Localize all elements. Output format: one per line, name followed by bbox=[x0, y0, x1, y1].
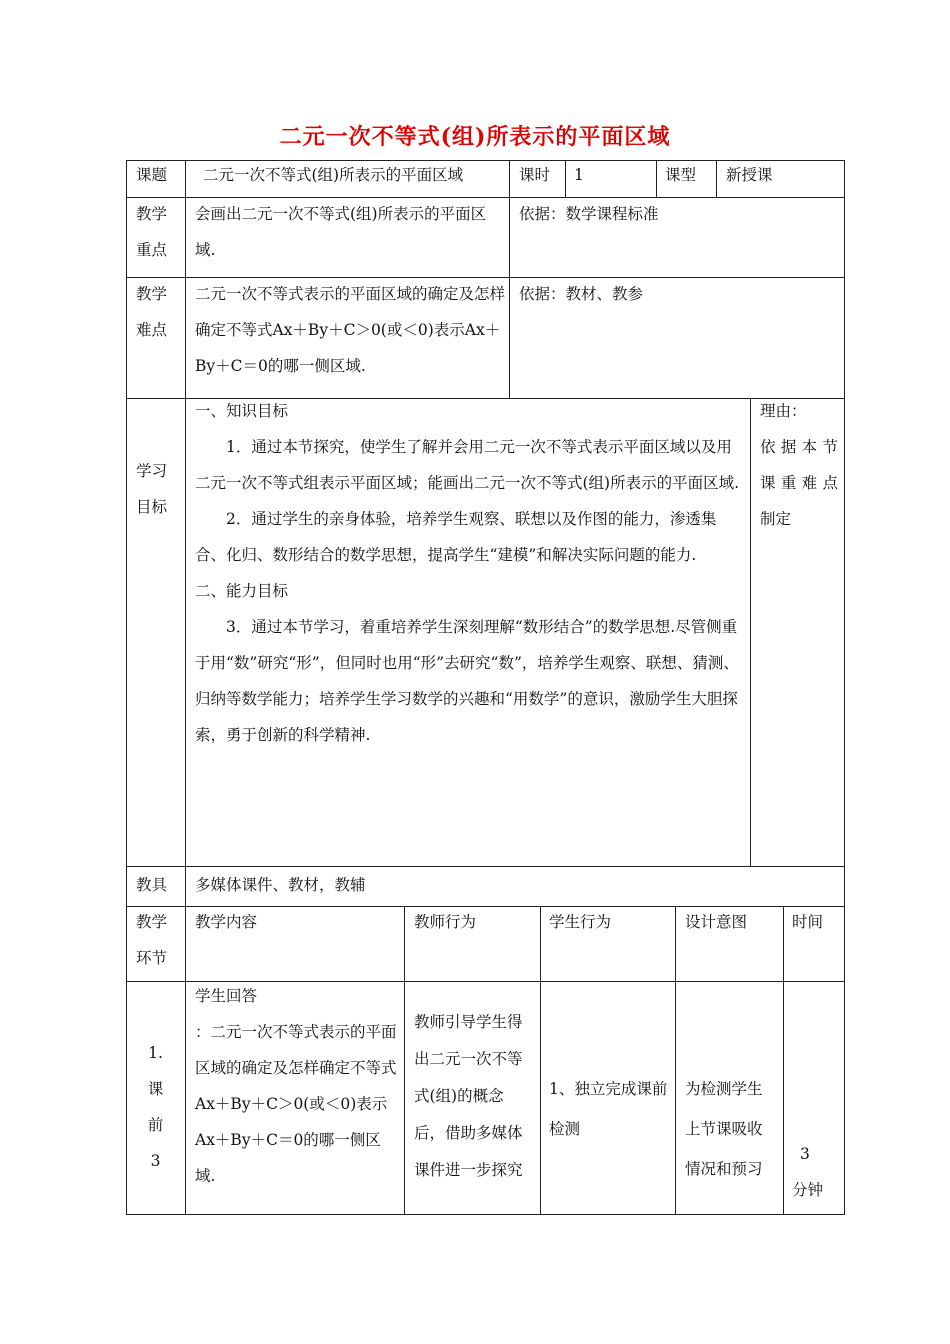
step-line: 3 bbox=[150, 1152, 161, 1170]
step-time bbox=[792, 1136, 842, 1208]
teaching-aids-content: 多媒体课件、教材，教辅 bbox=[195, 876, 366, 894]
step-number bbox=[126, 1035, 185, 1179]
step-content bbox=[195, 978, 400, 1194]
label-line: 目标 bbox=[136, 498, 168, 516]
type-label: 课型 bbox=[665, 166, 697, 184]
reason-line: 理由： bbox=[760, 402, 807, 420]
key-points-content: 会画出二元一次不等式(组)所表示的平面区域. bbox=[195, 205, 487, 259]
col-divider bbox=[675, 906, 676, 1215]
key-points-label bbox=[136, 196, 167, 268]
difficulties-basis: 依据：教材、教参 bbox=[519, 285, 644, 303]
objective-item: 3．通过本节学习，着重培养学生深刻理解“数形结合”的数学思想.尽管侧重于用“数”研究“形”，但同时也用“形”去研究“数”，培养学生观察、联想、猜测、归纳等数学能力；培养学生学习数学的兴趣和“用数学”的意识，激励学生大胆探索，勇于创新的科学精神. bbox=[195, 618, 739, 744]
step-line: 1. bbox=[148, 1044, 163, 1062]
header-intent: 设计意图 bbox=[685, 913, 748, 931]
difficulties-label bbox=[136, 276, 167, 348]
topic-value: 二元一次不等式(组)所表示的平面区域 bbox=[203, 166, 464, 184]
reason-line: 依据本节 bbox=[760, 438, 838, 456]
objectives-content bbox=[195, 393, 745, 753]
objectives-label bbox=[136, 453, 167, 525]
header-teacher: 教师行为 bbox=[414, 913, 477, 931]
hours-label: 课时 bbox=[519, 166, 551, 184]
objective-item: 1．通过本节探究，使学生了解并会用二元一次不等式表示平面区域以及用二元一次不等式组表示平面区域；能画出二元一次不等式(组)所表示的平面区域. bbox=[195, 438, 740, 492]
col-divider bbox=[656, 160, 657, 197]
step-intent: 为检测学生上节课吸收情况和预习 bbox=[685, 1080, 763, 1178]
time-line: 3 bbox=[800, 1145, 810, 1163]
header-time: 时间 bbox=[792, 913, 824, 931]
teaching-aids-label: 教具 bbox=[136, 876, 168, 894]
col-divider bbox=[185, 160, 186, 1215]
label-line: 学习 bbox=[136, 462, 168, 480]
label-line: 重点 bbox=[136, 241, 168, 259]
time-line: 分钟 bbox=[792, 1181, 824, 1199]
topic-label: 课题 bbox=[136, 166, 168, 184]
label-line: 教学 bbox=[136, 913, 168, 931]
label-line: 环节 bbox=[136, 949, 168, 967]
step-line: 前 bbox=[147, 1116, 164, 1134]
col-divider bbox=[540, 906, 541, 1215]
objectives-reason bbox=[760, 393, 838, 537]
objective-item: 2．通过学生的亲身体验，培养学生观察、联想以及作图的能力，渗透集合、化归、数形结合的数学思想，提高学生“建模”和解决实际问题的能力. bbox=[195, 510, 717, 564]
col-divider bbox=[565, 160, 566, 197]
objectives-heading: 一、知识目标 bbox=[195, 402, 289, 420]
col-divider bbox=[509, 160, 510, 398]
header-student: 学生行为 bbox=[549, 913, 612, 931]
col-divider bbox=[750, 398, 751, 866]
reason-line: 制定 bbox=[760, 510, 792, 528]
label-line: 难点 bbox=[136, 321, 168, 339]
col-divider bbox=[404, 906, 405, 1215]
step-content-line: 学生回答 bbox=[195, 987, 258, 1005]
document-title: 二元一次不等式(组)所表示的平面区域 bbox=[279, 124, 671, 150]
col-divider bbox=[716, 160, 717, 197]
label-line: 教学 bbox=[136, 205, 168, 223]
label-line: 教学 bbox=[136, 285, 168, 303]
step-content-line: ：二元一次不等式表示的平面区域的确定及怎样确定不等式Ax＋By＋C＞0(或＜0)表示Ax＋By＋C＝0的哪一侧区域. bbox=[195, 1023, 397, 1185]
header-content: 教学内容 bbox=[195, 913, 258, 931]
key-points-basis: 依据：数学课程标准 bbox=[519, 205, 659, 223]
type-value: 新授课 bbox=[726, 166, 773, 184]
hours-value: 1 bbox=[574, 166, 584, 184]
reason-line: 课重难点 bbox=[760, 474, 838, 492]
header-step bbox=[136, 904, 167, 976]
table-border-bottom bbox=[126, 1214, 845, 1215]
step-teacher: 教师引导学生得出二元一次不等式(组)的概念后，借助多媒体课件进一步探究 bbox=[414, 1013, 523, 1179]
table-border-right bbox=[844, 160, 845, 1215]
objectives-heading: 二、能力目标 bbox=[195, 582, 289, 600]
difficulties-content: 二元一次不等式表示的平面区域的确定及怎样确定不等式Ax＋By＋C＞0(或＜0)表示Ax＋By＋C＝0的哪一侧区域. bbox=[195, 285, 506, 375]
step-student: 1、独立完成课前检测 bbox=[549, 1080, 668, 1138]
step-line: 课 bbox=[147, 1080, 164, 1098]
col-divider bbox=[783, 906, 784, 1215]
